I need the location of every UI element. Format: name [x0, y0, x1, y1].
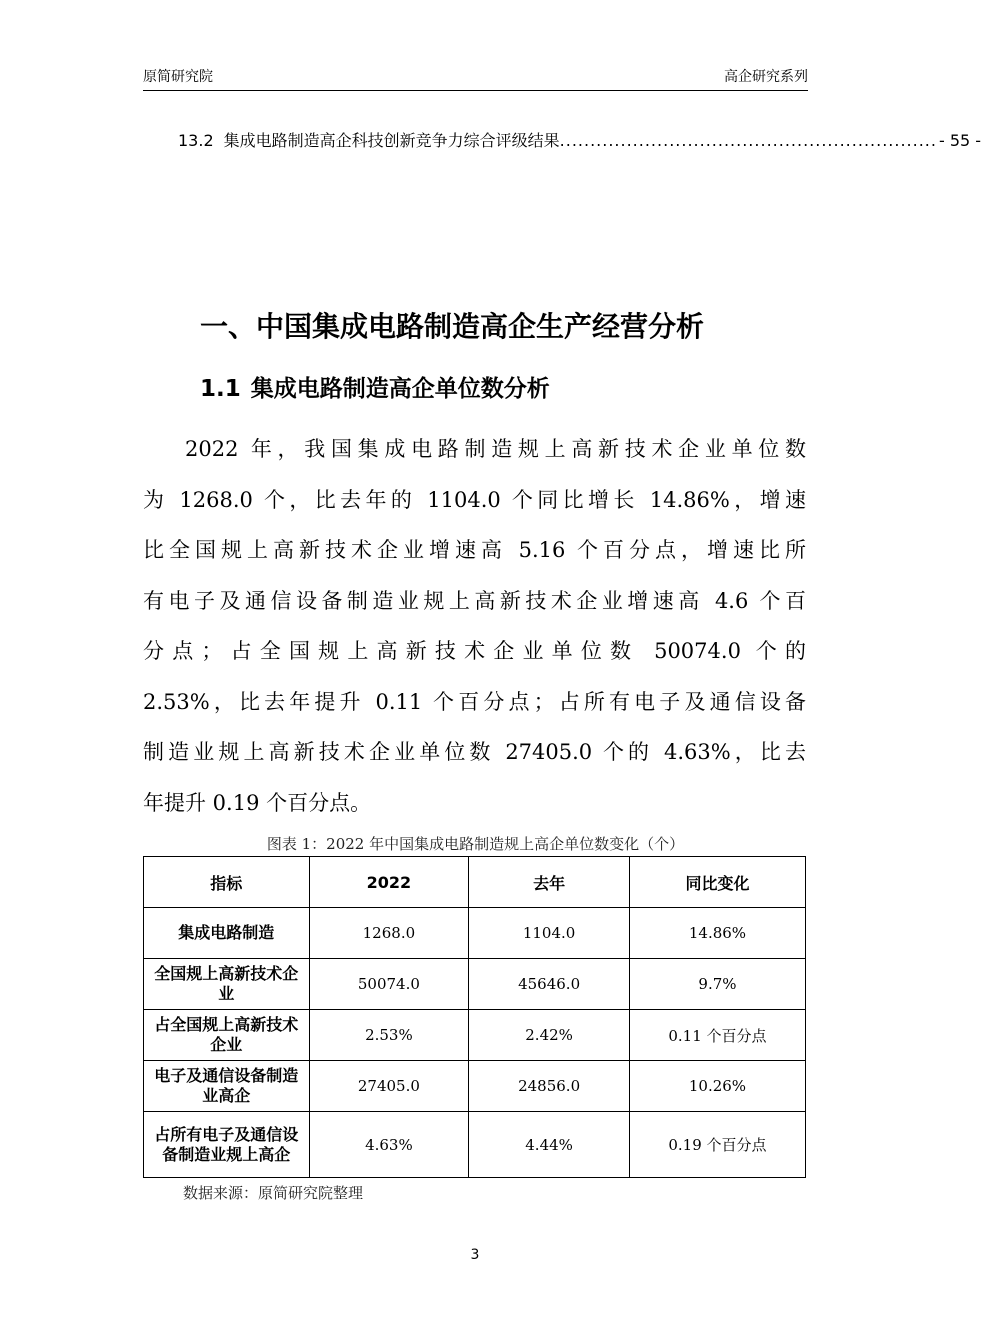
row-label: 集成电路制造	[144, 908, 310, 959]
column-header: 去年	[469, 857, 630, 908]
table-header-row	[144, 857, 806, 908]
paragraph-line: 分点；占全国规上高新技术企业单位数 50074.0 个的	[143, 639, 806, 663]
toc-leader-dots: ..............................................................	[559, 131, 937, 150]
cell-current: 50074.0	[309, 959, 469, 1010]
table-source-note: 数据来源：原简研究院整理	[183, 1184, 364, 1202]
column-header: 指标	[144, 857, 310, 908]
cell-last-year: 4.44%	[469, 1112, 630, 1178]
cell-change: 0.19 个百分点	[629, 1112, 805, 1178]
paragraph-line: 有电子及通信设备制造业规上高新技术企业增速高 4.6 个百	[143, 588, 806, 613]
page-number: 3	[470, 1247, 480, 1263]
table-row	[144, 1112, 806, 1178]
cell-change: 10.26%	[629, 1061, 805, 1112]
toc-entry-number: 13.2	[178, 131, 214, 150]
header-left-text: 原简研究院	[143, 69, 213, 85]
header-divider	[143, 90, 808, 91]
cell-current: 4.63%	[309, 1112, 469, 1178]
paragraph-line: 为 1268.0 个，比去年的 1104.0 个同比增长 14.86%，增速	[143, 487, 806, 512]
column-header: 同比变化	[629, 857, 805, 908]
subsection-heading	[200, 370, 550, 403]
column-header: 2022	[309, 857, 469, 908]
table-row	[144, 959, 806, 1010]
table-row	[144, 908, 806, 959]
paragraph-line: 2022 年，我国集成电路制造规上高新技术企业单位数	[185, 437, 806, 461]
body-paragraph	[143, 424, 806, 828]
toc-entry-page: - 55 -	[938, 131, 981, 150]
subsection-title: 集成电路制造高企单位数分析	[250, 376, 550, 402]
cell-change: 14.86%	[629, 908, 805, 959]
cell-last-year: 45646.0	[469, 959, 630, 1010]
row-label: 电子及通信设备制造业高企	[144, 1061, 310, 1112]
cell-last-year: 24856.0	[469, 1061, 630, 1112]
cell-current: 1268.0	[309, 908, 469, 959]
paragraph-line: 年提升 0.19 个百分点。	[143, 790, 372, 815]
table-row	[144, 1061, 806, 1112]
toc-entry-title: 集成电路制造高企科技创新竞争力综合评级结果	[223, 131, 560, 150]
cell-last-year: 2.42%	[469, 1010, 630, 1061]
page-header	[143, 66, 808, 88]
toc-entry[interactable]	[178, 128, 981, 151]
cell-current: 2.53%	[309, 1010, 469, 1061]
header-right-text: 高企研究系列	[724, 69, 808, 85]
paragraph-line: 2.53%，比去年提升 0.11 个百分点；占所有电子及通信设备	[143, 689, 806, 714]
paragraph-line: 制造业规上高新技术企业单位数 27405.0 个的 4.63%，比去	[143, 740, 806, 764]
cell-current: 27405.0	[309, 1061, 469, 1112]
subsection-number: 1.1	[200, 376, 241, 402]
cell-change: 0.11 个百分点	[629, 1010, 805, 1061]
table-row	[144, 1010, 806, 1061]
paragraph-line: 比全国规上高新技术企业增速高 5.16 个百分点，增速比所	[143, 538, 806, 562]
cell-change: 9.7%	[629, 959, 805, 1010]
cell-last-year: 1104.0	[469, 908, 630, 959]
row-label: 占全国规上高新技术企业	[144, 1010, 310, 1061]
data-table	[143, 856, 806, 1178]
row-label: 全国规上高新技术企业	[144, 959, 310, 1010]
row-label: 占所有电子及通信设备制造业规上高企	[144, 1112, 310, 1178]
table-caption: 图表 1：2022 年中国集成电路制造规上高企单位数变化（个）	[266, 835, 685, 853]
section-heading: 一、中国集成电路制造高企生产经营分析	[200, 310, 705, 343]
